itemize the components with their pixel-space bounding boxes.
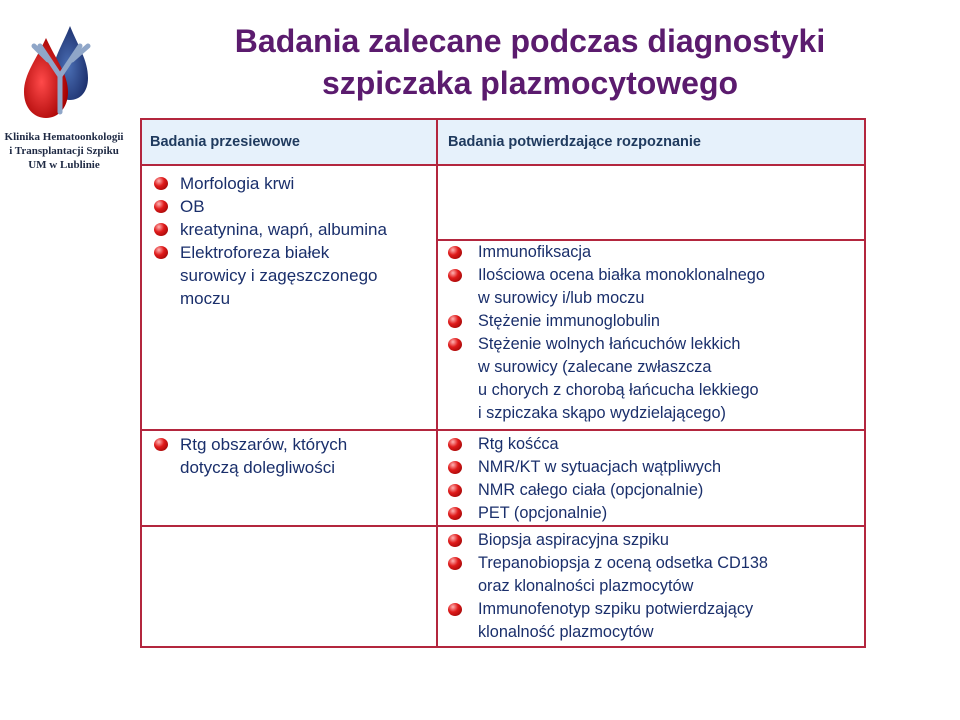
list-item xyxy=(142,241,436,310)
list-item-text: u chorych z chorobą łańcucha lekkiego xyxy=(478,381,759,399)
right-item-list xyxy=(438,433,864,525)
list-item-text: w surowicy (zalecane zwłaszcza xyxy=(478,358,712,376)
list-item-text: kreatynina, wapń, albumina xyxy=(180,220,387,239)
bullet-icon xyxy=(154,438,168,451)
table-header-row xyxy=(141,119,865,165)
list-item xyxy=(438,433,864,456)
right-item-list xyxy=(438,241,864,425)
bullet-icon xyxy=(448,507,462,520)
bullet-icon xyxy=(448,269,462,282)
list-item-text: surowicy i zagęszczonego xyxy=(180,266,378,285)
list-item-text: Elektroforeza białek xyxy=(180,243,330,262)
header-screening-tests: Badania przesiewowe xyxy=(141,119,437,165)
list-item xyxy=(438,241,864,264)
list-item xyxy=(438,310,864,333)
diagnostics-table xyxy=(140,118,866,648)
list-item xyxy=(438,333,864,425)
screening-group-1-cell xyxy=(141,165,437,430)
list-item xyxy=(438,552,864,598)
list-item-text: OB xyxy=(180,197,205,216)
bullet-icon xyxy=(154,200,168,213)
confirmatory-group-3-cell xyxy=(437,526,865,647)
bullet-icon xyxy=(448,557,462,570)
list-item-text: NMR/KT w sytuacjach wątpliwych xyxy=(478,458,722,476)
list-item xyxy=(142,433,436,479)
list-item-text: Ilościowa ocena białka monoklonalnego xyxy=(478,266,765,284)
bullet-icon xyxy=(154,246,168,259)
list-item-text: Rtg obszarów, których xyxy=(180,435,348,454)
list-item-text: Trepanobiopsja z oceną odsetka CD138 xyxy=(478,554,768,572)
list-item-text: Immunofiksacja xyxy=(478,243,592,261)
list-item xyxy=(142,218,436,241)
list-item-text: moczu xyxy=(180,289,231,308)
list-item xyxy=(438,479,864,502)
list-item-text: dotyczą dolegliwości xyxy=(180,458,335,477)
list-item-text: i szpiczaka skąpo wydzielającego) xyxy=(478,404,726,422)
bullet-icon xyxy=(154,177,168,190)
list-item-text: Rtg kośćca xyxy=(478,435,559,453)
screening-group-3-cell xyxy=(141,526,437,647)
list-item-text: Immunofenotyp szpiku potwierdzający xyxy=(478,600,754,618)
bullet-icon xyxy=(448,438,462,451)
list-item xyxy=(142,195,436,218)
clinic-name-line: Klinika Hematoonkologii xyxy=(4,131,124,143)
table-row xyxy=(141,526,865,647)
confirmatory-group-2-cell xyxy=(437,430,865,526)
bullet-icon xyxy=(448,338,462,351)
page-title-line-2: szpiczaka plazmocytowego xyxy=(321,65,739,101)
list-item-text: klonalność plazmocytów xyxy=(478,623,654,641)
list-item xyxy=(438,456,864,479)
bullet-icon xyxy=(154,223,168,236)
list-item-text: PET (opcjonalnie) xyxy=(478,504,608,522)
right-item-list xyxy=(438,529,864,644)
header-confirmatory-tests: Badania potwierdzające rozpoznanie xyxy=(437,119,865,165)
bullet-icon xyxy=(448,603,462,616)
left-item-list xyxy=(142,172,436,310)
list-item-text: Biopsja aspiracyjna szpiku xyxy=(478,531,669,549)
table-row xyxy=(141,430,865,526)
bullet-icon xyxy=(448,315,462,328)
list-item-text: oraz klonalności plazmocytów xyxy=(478,577,694,595)
clinic-logo xyxy=(18,16,104,126)
page-title xyxy=(130,20,930,104)
list-item-text: NMR całego ciała (opcjonalnie) xyxy=(478,481,704,499)
bullet-icon xyxy=(448,461,462,474)
list-item-text: w surowicy i/lub moczu xyxy=(478,289,645,307)
list-item xyxy=(142,172,436,195)
screening-group-2-cell xyxy=(141,430,437,526)
table-row xyxy=(141,165,865,240)
confirmatory-spacer-cell xyxy=(437,165,865,240)
confirmatory-group-1-cell xyxy=(437,240,865,430)
left-item-list xyxy=(142,433,436,479)
page-title-line-1: Badania zalecane podczas diagnostyki xyxy=(234,23,826,59)
list-item xyxy=(438,502,864,525)
list-item-text: Morfologia krwi xyxy=(180,174,295,193)
clinic-name-line: i Transplantacji Szpiku xyxy=(9,145,119,157)
bullet-icon xyxy=(448,484,462,497)
bullet-icon xyxy=(448,534,462,547)
list-item-text: Stężenie immunoglobulin xyxy=(478,312,660,330)
list-item-text: Stężenie wolnych łańcuchów lekkich xyxy=(478,335,741,353)
clinic-name-line: UM w Lublinie xyxy=(28,159,100,171)
list-item xyxy=(438,529,864,552)
list-item xyxy=(438,598,864,644)
bullet-icon xyxy=(448,246,462,259)
list-item xyxy=(438,264,864,310)
clinic-name xyxy=(0,130,128,172)
